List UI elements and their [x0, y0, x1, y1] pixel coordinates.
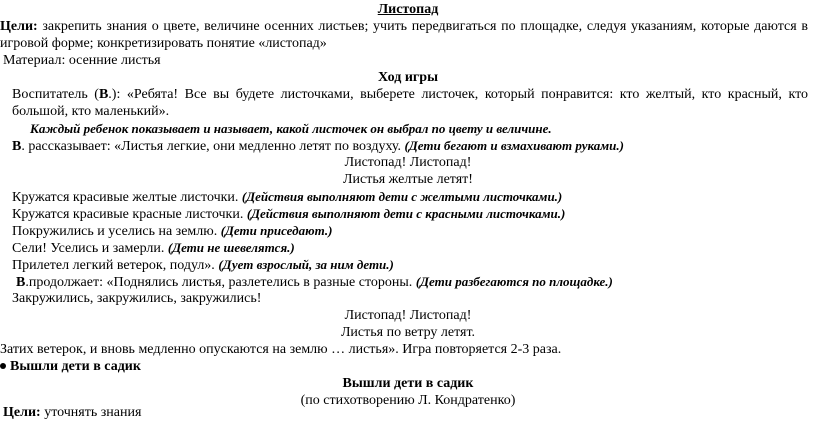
poem1-line-2: Листья желтые летят! [343, 172, 473, 187]
wind-stops-line: Затих ветерок, и вновь медленно опускаются на землю … листья». Игра повторяется 2-3 раза. [0, 342, 562, 357]
goals-line-1 [0, 18, 808, 35]
action-line: Сели! Уселись и замерли. (Дети не шевелятся.) [12, 240, 295, 256]
continues-line: В.продолжает: «Поднялись листья, разлетелись в разные стороны. (Дети разбегаются по площадке.) [16, 274, 613, 290]
teacher-line-2: большой, кто маленький». [12, 104, 170, 119]
poem2-line-2: Листья по ветру летят. [340, 325, 476, 340]
page-title: Листопад [377, 2, 439, 17]
bullet-item: Вышли дети в садик [0, 358, 141, 375]
material-line: Материал: осенние листья [3, 53, 161, 68]
goals-line-2: игровой форме; конкретизировать понятие «листопад» [0, 36, 327, 51]
goals2-line: Цели: уточнять знания [3, 405, 142, 420]
tells-line: В. рассказывает: «Листья легкие, они медленно летят по воздуху. (Дети бегают и взмахивают руками.) [12, 138, 624, 154]
teacher-line-1: Воспитатель (В.): «Ребята! Все вы будете листочками, выберете листочек, который понравится: кто желтый, кто красный, кто [12, 87, 809, 102]
goals-label: Цели: [0, 19, 38, 34]
action-line: Прилетел легкий ветерок, подул». (Дует взрослый, за ним дети.) [12, 257, 394, 273]
poem1-line-1: Листопад! Листопад! [344, 155, 472, 170]
bullet-icon [0, 363, 6, 369]
each-child-note: Каждый ребенок показывает и называет, какой листочек он выбрал по цвету и величине. [30, 121, 552, 136]
action-line: Кружатся красивые желтые листочки. (Действия выполняют дети с желтыми листочками.) [12, 189, 563, 205]
section2-title: Вышли дети в садик [342, 376, 474, 391]
game-heading: Ход игры [378, 70, 438, 85]
section2-subtitle: (по стихотворению Л. Кондратенко) [300, 393, 516, 408]
spin-line: Закружились, закружились, закружились! [12, 291, 262, 306]
action-line: Кружатся красивые красные листочки. (Действия выполняют дети с красными листочками.) [12, 206, 566, 222]
goals-text-1: закрепить знания о цвете, величине осенних листьев; учить передвигаться по площадке, следуя указаниям, которые даются в [42, 19, 809, 34]
poem2-line-1: Листопад! Листопад! [344, 308, 472, 323]
action-line: Покружились и уселись на землю. (Дети приседают.) [12, 223, 333, 239]
